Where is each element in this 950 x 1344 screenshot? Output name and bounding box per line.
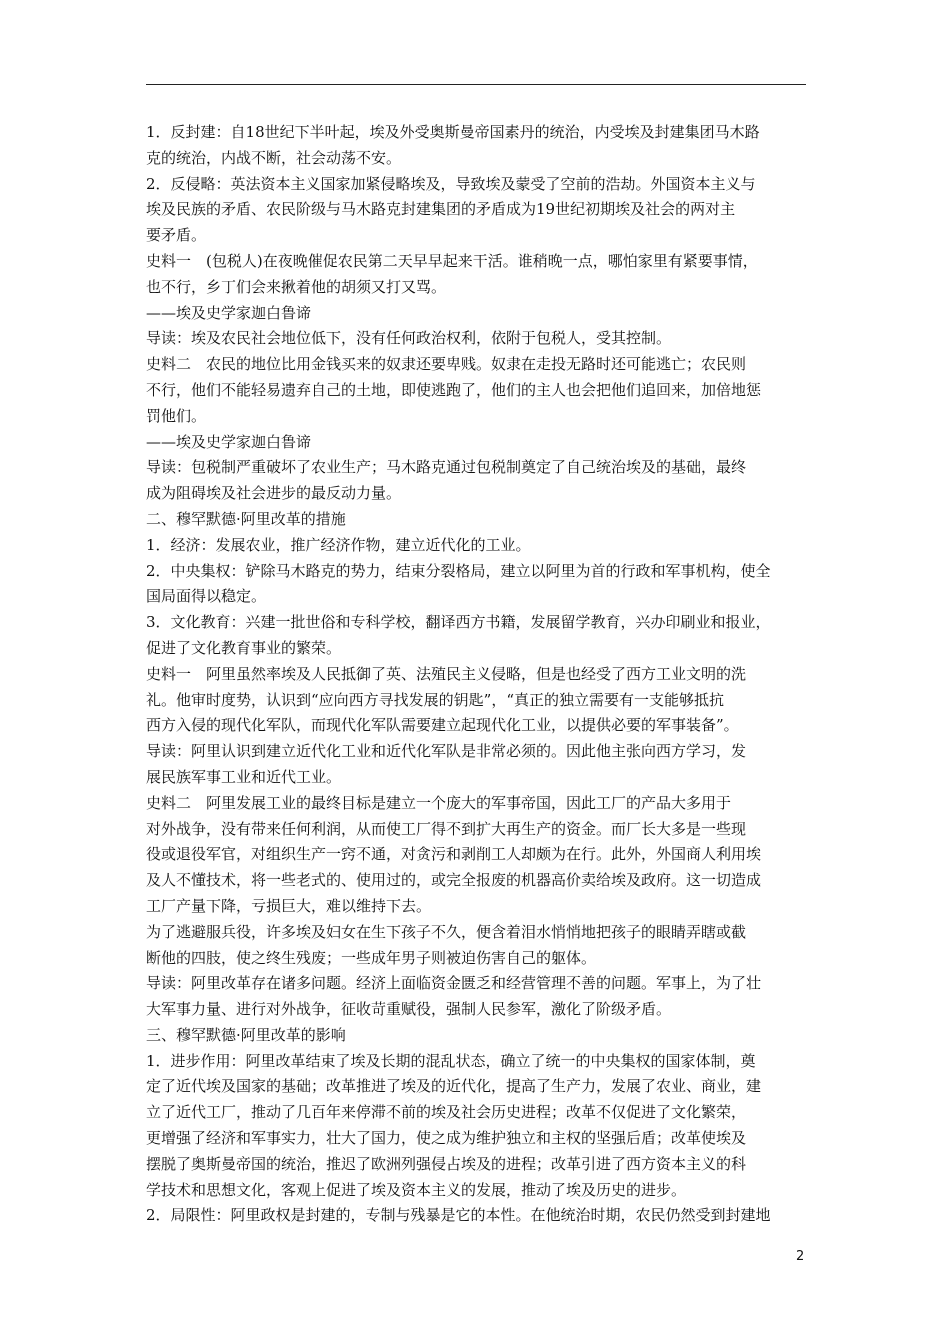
text-line: 礼。他审时度势，认识到“应向西方寻找发展的钥匙”，“真正的独立需要有一支能够抵抗: [146, 690, 725, 709]
text-line: 1．反封建：自18世纪下半叶起，埃及外受奥斯曼帝国素丹的统治，内受埃及封建集团马木路: [146, 123, 760, 141]
text-line: 1．进步作用：阿里改革结束了埃及长期的混乱状态，确立了统一的中央集权的国家体制，奠: [146, 1051, 756, 1070]
text-line: 定了近代埃及国家的基础；改革推进了埃及的近代化，提高了生产力，发展了农业、商业，建: [146, 1077, 762, 1096]
text-line: 也不行，乡丁们会来揪着他的胡须又打又骂。: [146, 277, 447, 296]
text-line: 断他的四肢，使之终生残废；一些成年男子则被迫伤害自己的躯体。: [146, 948, 597, 967]
text-line: 3．文化教育：兴建一批世俗和专科学校，翻译西方书籍，发展留学教育，兴办印刷业和报业，: [146, 613, 771, 632]
text-line: 要矛盾。: [146, 226, 207, 245]
text-line: 更增强了经济和军事实力，壮大了国力，使之成为维护独立和主权的坚强后盾；改革使埃及: [146, 1129, 747, 1148]
text-line: 史料一 阿里虽然率埃及人民抵御了英、法殖民主义侵略，但是也经受了西方工业文明的洗: [146, 664, 747, 683]
text-line: 成为阻碍埃及社会进步的最反动力量。: [146, 484, 402, 503]
text-line: 埃及民族的矛盾、农民阶级与马木路克封建集团的矛盾成为19世纪初期埃及社会的两对主: [146, 200, 736, 219]
text-line: 史料一 (包税人)在夜晚催促农民第二天早早起来干活。谁稍晚一点，哪怕家里有紧要事情，: [146, 251, 758, 270]
text-line: 导读：埃及农民社会地位低下，没有任何政治权利，依附于包税人，受其控制。: [146, 329, 672, 348]
text-line: 国局面得以稳定。: [146, 587, 267, 606]
text-line: 导读：阿里改革存在诸多问题。经济上面临资金匮乏和经营管理不善的问题。军事上，为了壮: [146, 974, 762, 993]
text-line: 学技术和思想文化，客观上促进了埃及资本主义的发展，推动了埃及历史的进步。: [146, 1180, 687, 1199]
text-line: 展民族军事工业和近代工业。: [146, 767, 342, 786]
text-line: 西方入侵的现代化军队，而现代化军队需要建立起现代化工业，以提供必要的军事装备”。: [146, 716, 739, 735]
text-line: 2．局限性：阿里政权是封建的，专制与残暴是它的本性。在他统治时期，农民仍然受到封建地: [146, 1206, 771, 1225]
document-body: [146, 120, 810, 1229]
header-rule: [146, 84, 806, 85]
text-line: ——埃及史学家迦白鲁谛: [146, 432, 312, 451]
text-line: 克的统治，内战不断，社会动荡不安。: [146, 148, 402, 167]
text-line: 二、穆罕默德·阿里改革的措施: [146, 509, 346, 528]
text-line: 对外战争，没有带来任何利润，从而使工厂得不到扩大再生产的资金。而厂长大多是一些现: [146, 819, 747, 838]
text-line: ——埃及史学家迦白鲁谛: [146, 303, 312, 322]
text-line: 摆脱了奥斯曼帝国的统治，推迟了欧洲列强侵占埃及的进程；改革引进了西方资本主义的科: [146, 1154, 747, 1173]
text-line: 及人不懂技术，将一些老式的、使用过的，或完全报废的机器高价卖给埃及政府。这一切造成: [146, 871, 762, 890]
text-line: 三、穆罕默德·阿里改革的影响: [146, 1025, 346, 1044]
text-line: 役或退役军官，对组织生产一窍不通，对贪污和剥削工人却颇为在行。此外，外国商人利用埃: [146, 845, 762, 864]
text-line: 2．反侵略：英法资本主义国家加紧侵略埃及，导致埃及蒙受了空前的浩劫。外国资本主义与: [146, 174, 756, 193]
page-number: 2: [796, 1249, 805, 1264]
text-line: 史料二 农民的地位比用金钱买来的奴隶还要卑贱。奴隶在走投无路时还可能逃亡；农民则: [146, 355, 747, 374]
text-line: 2．中央集权：铲除马木路克的势力，结束分裂格局，建立以阿里为首的行政和军事机构，使全: [146, 561, 771, 580]
text-line: 罚他们。: [146, 406, 207, 425]
text-line: 大军事力量、进行对外战争，征收苛重赋役，强制人民参军，激化了阶级矛盾。: [146, 1000, 672, 1019]
text-line: 不行，他们不能轻易遗弃自己的土地，即使逃跑了，他们的主人也会把他们追回来，加倍地惩: [146, 380, 762, 399]
text-line: 导读：包税制严重破坏了农业生产；马木路克通过包税制奠定了自己统治埃及的基础，最终: [146, 458, 747, 477]
text-line: 为了逃避服兵役，许多埃及妇女在生下孩子不久，便含着泪水悄悄地把孩子的眼睛弄瞎或截: [146, 922, 747, 941]
text-line: 立了近代工厂，推动了几百年来停滞不前的埃及社会历史进程；改革不仅促进了文化繁荣，: [146, 1103, 747, 1122]
text-line: 史料二 阿里发展工业的最终目标是建立一个庞大的军事帝国，因此工厂的产品大多用于: [146, 793, 732, 812]
text-line: 促进了文化教育事业的繁荣。: [146, 638, 342, 657]
text-line: 导读：阿里认识到建立近代化工业和近代化军队是非常必须的。因此他主张向西方学习，发: [146, 742, 747, 761]
text-line: 1．经济：发展农业，推广经济作物，建立近代化的工业。: [146, 535, 531, 554]
text-line: 工厂产量下降，亏损巨大，难以维持下去。: [146, 896, 432, 915]
